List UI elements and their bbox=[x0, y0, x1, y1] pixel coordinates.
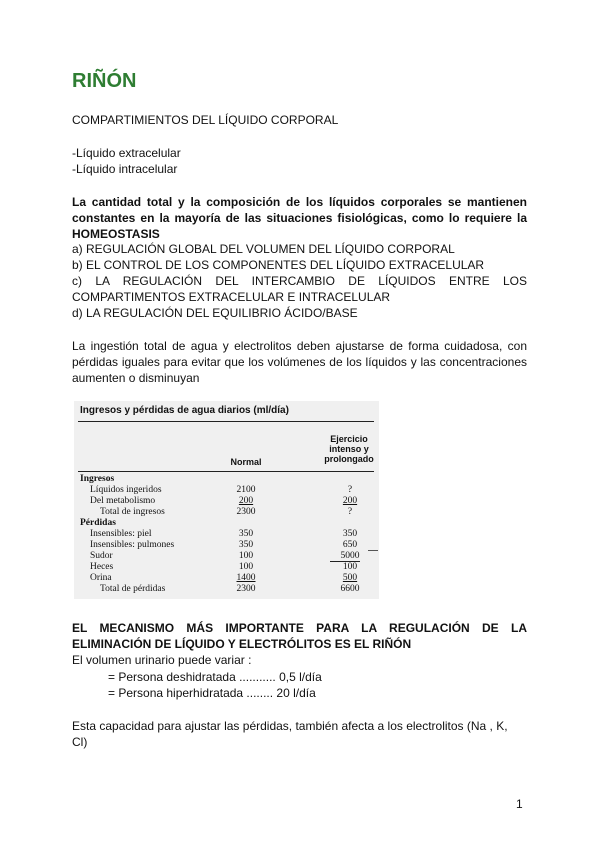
page-title: RIÑÓN bbox=[72, 70, 137, 92]
table-title: Ingresos y pérdidas de agua diarios (ml/día) bbox=[80, 405, 289, 416]
capacity-line-1: Esta capacidad para ajustar las pérdidas, también afecta a los electrolitos (Na , K, bbox=[72, 719, 508, 733]
col-header-exercise bbox=[322, 434, 376, 464]
table-row bbox=[80, 573, 374, 584]
value-exercise: 200 bbox=[342, 496, 358, 506]
intake-line-2: pérdidas iguales para evitar que los volúmenes de los líquidos y las concentraciones bbox=[72, 355, 527, 369]
value-normal: 2300 bbox=[236, 507, 256, 517]
value-exercise: 100 bbox=[342, 562, 358, 572]
row-label: Del metabolismo bbox=[90, 496, 156, 506]
table-section-perdidas bbox=[80, 518, 374, 529]
capacity-line-2: Cl) bbox=[72, 735, 88, 749]
table-rule-header bbox=[78, 471, 374, 472]
row-label: Líquidos ingeridos bbox=[90, 485, 162, 495]
row-label: Total de pérdidas bbox=[100, 584, 166, 594]
value-normal: 2300 bbox=[236, 584, 256, 594]
section-heading: COMPARTIMIENTOS DEL LÍQUIDO CORPORAL bbox=[72, 113, 339, 127]
value-normal: 100 bbox=[238, 551, 254, 561]
table-row bbox=[80, 507, 374, 518]
col-header-exercise-line-2: intenso y bbox=[329, 444, 369, 454]
strike-mark bbox=[330, 561, 360, 562]
compartment-intracellular: -Líquido intracelular bbox=[72, 162, 178, 176]
value-exercise: ? bbox=[347, 485, 353, 495]
table-row bbox=[80, 562, 374, 573]
section-label: Ingresos bbox=[80, 474, 115, 484]
homeostasis-line-2: constantes en la mayoría de las situaciones fisiológicas, como lo requiere la bbox=[72, 211, 527, 225]
row-label: Total de ingresos bbox=[100, 507, 165, 517]
regulation-item-c-line-1: c) LA REGULACIÓN DEL INTERCAMBIO DE LÍQUIDOS ENTRE LOS bbox=[72, 274, 527, 288]
regulation-item-c-line-2: COMPARTIMENTOS EXTRACELULAR E INTRACELULAR bbox=[72, 290, 391, 304]
regulation-item-a: a) REGULACIÓN GLOBAL DEL VOLUMEN DEL LÍQUIDO CORPORAL bbox=[72, 242, 455, 256]
page-number: 1 bbox=[516, 797, 523, 811]
mechanism-line-1: EL MECANISMO MÁS IMPORTANTE PARA LA REGULACIÓN DE LA bbox=[72, 621, 527, 635]
water-balance-table bbox=[74, 401, 379, 599]
table-margin-mark bbox=[368, 550, 378, 551]
value-exercise: 500 bbox=[342, 573, 358, 583]
row-label: Sudor bbox=[90, 551, 113, 561]
value-exercise: 350 bbox=[342, 529, 358, 539]
table-row bbox=[80, 540, 374, 551]
urine-intro: El volumen urinario puede variar : bbox=[72, 653, 252, 667]
value-normal: 200 bbox=[238, 496, 254, 506]
table-row bbox=[80, 496, 374, 507]
row-label: Orina bbox=[90, 573, 112, 583]
value-normal: 350 bbox=[238, 540, 254, 550]
value-exercise: 650 bbox=[342, 540, 358, 550]
value-normal: 100 bbox=[238, 562, 254, 572]
homeostasis-line-1: La cantidad total y la composición de los líquidos corporales se mantienen bbox=[72, 195, 527, 209]
table-row bbox=[80, 485, 374, 496]
value-exercise: ? bbox=[347, 507, 353, 517]
regulation-item-b: b) EL CONTROL DE LOS COMPONENTES DEL LÍQUIDO EXTRACELULAR bbox=[72, 258, 485, 272]
table-row bbox=[80, 529, 374, 540]
col-header-exercise-line-3: prolongado bbox=[324, 454, 374, 464]
col-header-exercise-line-1: Ejercicio bbox=[330, 434, 368, 444]
value-normal: 350 bbox=[238, 529, 254, 539]
value-exercise: 5000 bbox=[340, 551, 360, 561]
compartment-extracellular: -Líquido extracelular bbox=[72, 146, 181, 160]
mechanism-line-2: ELIMINACIÓN DE LÍQUIDO Y ELECTRÓLITOS ES EL RIÑÓN bbox=[72, 637, 412, 651]
value-normal: 1400 bbox=[236, 573, 256, 583]
homeostasis-line-3: HOMEOSTASIS bbox=[72, 227, 160, 241]
urine-hyperhydrated: = Persona hiperhidratada ........ 20 l/día bbox=[108, 686, 316, 700]
regulation-item-d: d) LA REGULACIÓN DEL EQUILIBRIO ÁCIDO/BASE bbox=[72, 306, 358, 320]
row-label: Insensibles: piel bbox=[90, 529, 152, 539]
col-header-normal: Normal bbox=[230, 457, 262, 467]
value-exercise: 6600 bbox=[340, 584, 360, 594]
section-label: Pérdidas bbox=[80, 518, 116, 528]
intake-line-1: La ingestión total de agua y electrolitos deben ajustarse de forma cuidadosa, con bbox=[72, 339, 527, 353]
urine-dehydrated: = Persona deshidratada ........... 0,5 l/día bbox=[108, 670, 322, 684]
table-rule-top bbox=[78, 421, 374, 422]
table-section-ingresos bbox=[80, 474, 374, 485]
intake-line-3: aumenten o disminuyan bbox=[72, 371, 200, 385]
row-label: Insensibles: pulmones bbox=[90, 540, 175, 550]
table-row bbox=[80, 584, 374, 595]
row-label: Heces bbox=[90, 562, 114, 572]
value-normal: 2100 bbox=[236, 485, 256, 495]
